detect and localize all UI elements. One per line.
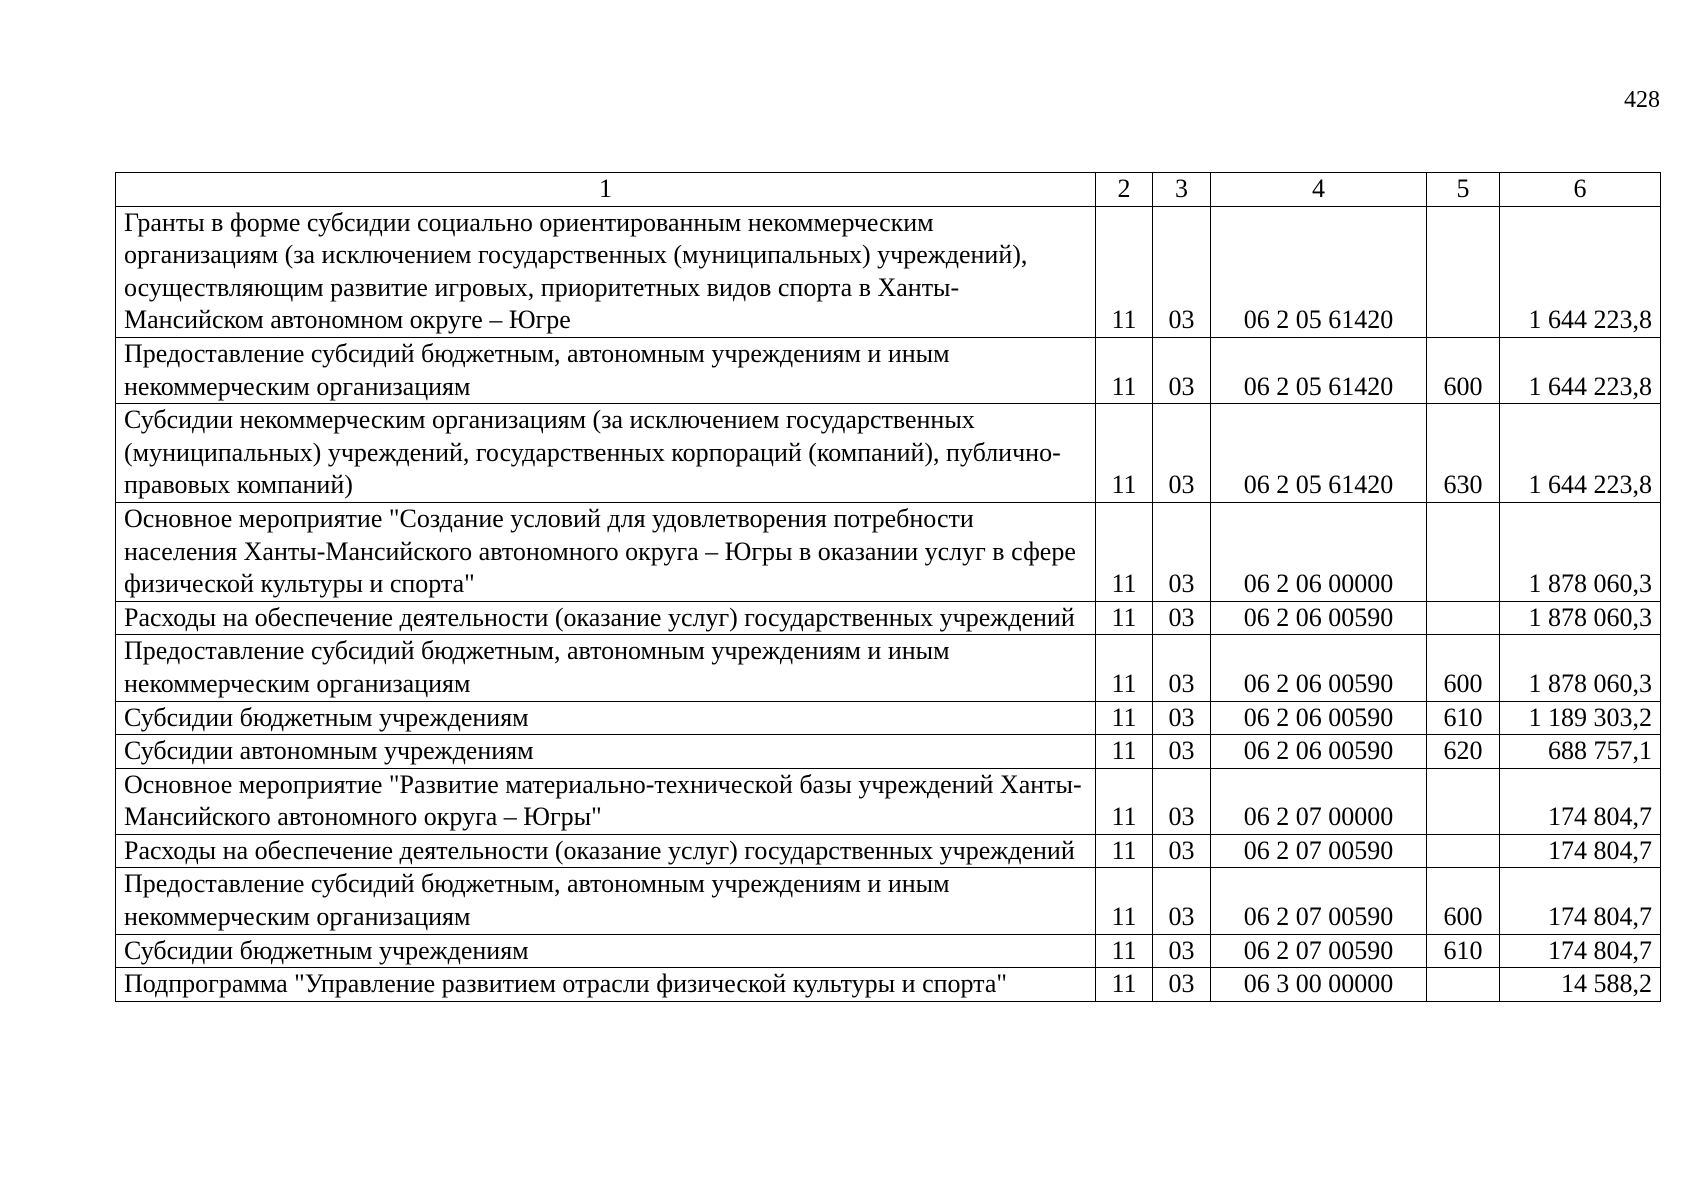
row-section: 11 (1096, 601, 1153, 635)
table-row (116, 768, 1661, 834)
row-description: Основное мероприятие "Развитие материально-технической базы учреждений Ханты-Мансийского автономного округа – Югры" (116, 768, 1096, 834)
row-description: Субсидии бюджетным учреждениям (116, 934, 1096, 968)
row-section: 11 (1096, 635, 1153, 701)
row-target-article: 06 2 06 00590 (1211, 735, 1427, 769)
table-row (116, 635, 1661, 701)
row-section: 11 (1096, 934, 1153, 968)
column-header: 4 (1211, 173, 1427, 207)
row-description: Расходы на обеспечение деятельности (оказание услуг) государственных учреждений (116, 601, 1096, 635)
row-subsection: 03 (1153, 404, 1211, 503)
table-row (116, 337, 1661, 403)
row-description: Предоставление субсидий бюджетным, автономным учреждениям и иным некоммерческим организациям (116, 337, 1096, 403)
row-amount: 1 878 060,3 (1500, 502, 1661, 601)
table-body (116, 206, 1661, 1001)
row-subsection: 03 (1153, 968, 1211, 1002)
row-section: 11 (1096, 206, 1153, 337)
row-expense-type (1427, 206, 1500, 337)
row-target-article: 06 2 05 61420 (1211, 337, 1427, 403)
row-expense-type (1427, 502, 1500, 601)
row-expense-type (1427, 968, 1500, 1002)
table-header-row (116, 173, 1661, 207)
row-section: 11 (1096, 337, 1153, 403)
row-subsection: 03 (1153, 834, 1211, 868)
row-target-article: 06 2 07 00590 (1211, 934, 1427, 968)
row-target-article: 06 2 07 00000 (1211, 768, 1427, 834)
row-amount: 14 588,2 (1500, 968, 1661, 1002)
row-section: 11 (1096, 968, 1153, 1002)
row-subsection: 03 (1153, 735, 1211, 769)
row-expense-type (1427, 834, 1500, 868)
row-target-article: 06 2 06 00590 (1211, 635, 1427, 701)
row-description: Предоставление субсидий бюджетным, автономным учреждениям и иным некоммерческим организациям (116, 635, 1096, 701)
column-header: 2 (1096, 173, 1153, 207)
table-row (116, 968, 1661, 1002)
row-target-article: 06 2 07 00590 (1211, 868, 1427, 934)
table-row (116, 735, 1661, 769)
column-header: 1 (116, 173, 1096, 207)
table-row (116, 206, 1661, 337)
row-section: 11 (1096, 701, 1153, 735)
row-amount: 174 804,7 (1500, 934, 1661, 968)
row-amount: 174 804,7 (1500, 868, 1661, 934)
row-target-article: 06 3 00 00000 (1211, 968, 1427, 1002)
table-row (116, 701, 1661, 735)
row-expense-type (1427, 768, 1500, 834)
column-header: 6 (1500, 173, 1661, 207)
row-description: Субсидии некоммерческим организациям (за исключением государственных (муниципальных) учреждений, государственных корпораций (компаний), публично-правовых компаний) (116, 404, 1096, 503)
budget-table (115, 172, 1661, 1002)
column-header: 5 (1427, 173, 1500, 207)
row-section: 11 (1096, 834, 1153, 868)
row-amount: 174 804,7 (1500, 768, 1661, 834)
row-description: Гранты в форме субсидии социально ориентированным некоммерческим организациям (за исключением государственных (муниципальных) учреждений), осуществляющим развитие игровых, приоритетных видов спорта в Ханты-Мансийском автономном округе – Югре (116, 206, 1096, 337)
row-amount: 174 804,7 (1500, 834, 1661, 868)
row-amount: 1 878 060,3 (1500, 601, 1661, 635)
row-section: 11 (1096, 404, 1153, 503)
row-description: Предоставление субсидий бюджетным, автономным учреждениям и иным некоммерческим организациям (116, 868, 1096, 934)
row-amount: 1 644 223,8 (1500, 337, 1661, 403)
column-header: 3 (1153, 173, 1211, 207)
row-expense-type: 600 (1427, 868, 1500, 934)
row-section: 11 (1096, 735, 1153, 769)
row-subsection: 03 (1153, 768, 1211, 834)
table-row (116, 834, 1661, 868)
row-subsection: 03 (1153, 635, 1211, 701)
row-expense-type (1427, 601, 1500, 635)
row-expense-type: 600 (1427, 337, 1500, 403)
row-target-article: 06 2 07 00590 (1211, 834, 1427, 868)
table-row (116, 601, 1661, 635)
row-description: Субсидии бюджетным учреждениям (116, 701, 1096, 735)
row-subsection: 03 (1153, 701, 1211, 735)
table-row (116, 502, 1661, 601)
row-expense-type: 610 (1427, 934, 1500, 968)
table-row (116, 404, 1661, 503)
row-expense-type: 630 (1427, 404, 1500, 503)
row-amount: 1 644 223,8 (1500, 404, 1661, 503)
row-target-article: 06 2 06 00000 (1211, 502, 1427, 601)
row-expense-type: 600 (1427, 635, 1500, 701)
row-expense-type: 610 (1427, 701, 1500, 735)
row-section: 11 (1096, 502, 1153, 601)
row-target-article: 06 2 05 61420 (1211, 206, 1427, 337)
row-subsection: 03 (1153, 601, 1211, 635)
row-amount: 688 757,1 (1500, 735, 1661, 769)
row-subsection: 03 (1153, 206, 1211, 337)
table-row (116, 868, 1661, 934)
row-amount: 1 878 060,3 (1500, 635, 1661, 701)
row-description: Расходы на обеспечение деятельности (оказание услуг) государственных учреждений (116, 834, 1096, 868)
row-expense-type: 620 (1427, 735, 1500, 769)
row-description: Основное мероприятие "Создание условий для удовлетворения потребности населения Ханты-Мансийского автономного округа – Югры в оказании услуг в сфере физической культуры и спорта" (116, 502, 1096, 601)
row-subsection: 03 (1153, 934, 1211, 968)
page-number: 428 (1624, 87, 1660, 113)
row-amount: 1 644 223,8 (1500, 206, 1661, 337)
row-subsection: 03 (1153, 868, 1211, 934)
row-section: 11 (1096, 768, 1153, 834)
row-target-article: 06 2 06 00590 (1211, 701, 1427, 735)
row-description: Субсидии автономным учреждениям (116, 735, 1096, 769)
row-subsection: 03 (1153, 337, 1211, 403)
row-section: 11 (1096, 868, 1153, 934)
row-subsection: 03 (1153, 502, 1211, 601)
table-row (116, 934, 1661, 968)
row-amount: 1 189 303,2 (1500, 701, 1661, 735)
row-target-article: 06 2 06 00590 (1211, 601, 1427, 635)
row-target-article: 06 2 05 61420 (1211, 404, 1427, 503)
row-description: Подпрограмма "Управление развитием отрасли физической культуры и спорта" (116, 968, 1096, 1002)
